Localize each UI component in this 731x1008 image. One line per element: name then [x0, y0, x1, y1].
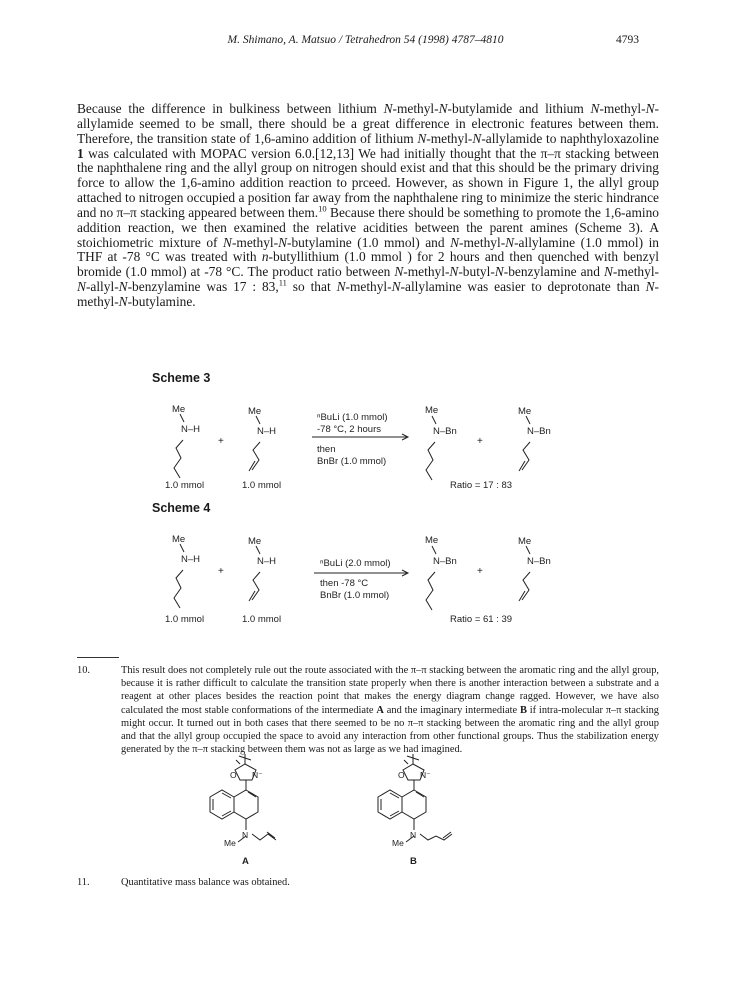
then-label: then [317, 444, 336, 455]
butyl-chain [426, 572, 435, 610]
allyl-chain [522, 572, 530, 600]
allyl-chain [420, 832, 452, 840]
ratio-label: Ratio = 61 : 39 [450, 614, 513, 625]
bond [432, 546, 436, 554]
quench-label: BnBr (1.0 mmol) [317, 456, 387, 467]
me-label: Me [518, 406, 532, 417]
nh-label: N–H [257, 556, 277, 567]
me-label: Me [172, 404, 186, 415]
nbn-label: N–Bn [433, 556, 457, 567]
compound-ref: 1 [77, 145, 84, 161]
footnote-text: This result does not completely rule out the route associated with the π–π stacking between the aromatic ring and the allyl group, because it is rather difficult to calculate the transition state properly when there is another interaction between a substrate and a reagent at other places besides the reaction point that makes the energy diagram change ragged. However, we have also calculated the most stable conformations of the intermediate A and the imaginary intermediate B if intra-molecular π–π stacking might occur. It turned out in both cases that there seemed to be no π–π stacking between the aromatic ring and the allyl group and that the allyl group occupied the space to avoid any interaction from other functional groups. Thus the stabilization energy generated by the π–π stacking between them was not as large as we had imagined. [121, 665, 659, 756]
scheme-4-label: Scheme 4 [152, 501, 211, 515]
scheme-4-diagram [150, 522, 570, 672]
aromatic-bonds [213, 793, 231, 816]
me-label: Me [224, 838, 236, 848]
amount-label: 1.0 mmol [165, 614, 205, 625]
quench-label: BnBr (1.0 mmol) [320, 590, 390, 601]
bond [432, 416, 436, 424]
conditions-label: -78 °C, 2 hours [317, 424, 381, 435]
benzo-ring [378, 790, 402, 819]
nh-label: N–H [181, 424, 201, 435]
structure-b [378, 754, 452, 842]
aromatic-bonds [381, 793, 399, 816]
nbn-label: N–Bn [527, 556, 551, 567]
dimethyl-group [404, 754, 419, 764]
me-label: Me [518, 536, 532, 547]
intermediate-structures [180, 750, 510, 870]
plus-sign: + [477, 436, 483, 447]
ring [234, 790, 258, 819]
footnote-rule [77, 657, 119, 658]
nh-label: N–H [257, 426, 277, 437]
bond [180, 414, 184, 422]
structure-a [210, 754, 276, 842]
amount-label: 1.0 mmol [165, 480, 205, 491]
running-head [0, 34, 731, 50]
nh-label: N–H [181, 554, 201, 565]
nbn-label: N–Bn [527, 426, 551, 437]
oxygen-label: O [398, 770, 405, 780]
footnote-number: 11. [77, 877, 90, 888]
scheme-3-diagram [150, 392, 570, 542]
page-number: 4793 [616, 34, 639, 46]
butyl-chain [426, 442, 435, 480]
amount-label: 1.0 mmol [242, 480, 282, 491]
allyl-chain [522, 442, 530, 470]
allyl-chain [252, 832, 276, 840]
me-label: Me [425, 535, 439, 546]
scheme-3-label: Scheme 3 [152, 371, 211, 385]
reagent-label: ⁿBuLi (2.0 mmol) [320, 558, 391, 569]
then-label: then -78 °C [320, 578, 369, 589]
nbn-label: N–Bn [433, 426, 457, 437]
nitrogen-label: N [242, 830, 249, 840]
label-b: B [410, 856, 417, 867]
body-paragraph: Because the difference in bulkiness between lithium N-methyl-N-butylamide and lithium N-methyl-N-allylamide seemed to be small, there should be a great difference in electronic features between them. Therefore, the transition state of 1,6-amino addition of lithium N-methyl-N-allylamide to naphthyloxazoline 1 was calculated with MOPAC version 6.0.[12,13] We had initially thought that the π–π stacking between the naphthalene ring and the allyl group on nitrogen should exist and that this should be the primary driving force to allow the 1,6-amino addition reaction to prceed. However, as shown in Figure 1, the allyl group attached to nitrogen occupied a position far away from the naphthalene ring to minimize the steric hindrance and no π–π stacking appeared between them.$^{10}$ Because there should be something to promote the 1,6-amino addition reaction, we then examined the relative acidities between the parent amines (Scheme 3). A stoichiometric mixture of N-methyl-N-butylamine (1.0 mmol) and N-methyl-N-allylamine (1.0 mmol) in THF at -78 °C was treated with n-butyllithium (1.0 mmol ) for 2 hours and then quenched with benzyl bromide (1.0 mmol) at -78 °C. The product ratio between N-methyl-N-butyl-N-benzylamine and N-methyl-N-allyl-N-benzylamine was 17 : 83,11 so that N-methyl-N-allylamine was easier to deprotonate than N-methyl-N-butylamine. [77, 101, 660, 309]
butyl-chain [174, 440, 183, 478]
label-a: A [242, 856, 249, 867]
benzo-ring [210, 790, 234, 819]
dimethyl-group [236, 754, 251, 764]
reagent-label: ⁿBuLi (1.0 mmol) [317, 412, 388, 423]
me-label: Me [392, 838, 404, 848]
plus-sign: + [477, 566, 483, 577]
allyl-chain [252, 572, 260, 600]
plus-sign: + [218, 436, 224, 447]
bond [526, 546, 530, 554]
me-label: Me [172, 534, 186, 545]
running-title: M. Shimano, A. Matsuo / Tetrahedron 54 (1998) 4787–4810 [227, 34, 504, 46]
bond [526, 416, 530, 424]
ratio-label: Ratio = 17 : 83 [450, 480, 513, 491]
ring [402, 790, 426, 819]
nitrogen-anion-label: N⁻ [252, 770, 263, 780]
me-label: Me [248, 406, 262, 417]
amount-label: 1.0 mmol [242, 614, 282, 625]
allyl-chain [252, 442, 260, 470]
double-bond [248, 792, 256, 797]
me-label: Me [425, 405, 439, 416]
footnote-number: 10. [77, 665, 90, 676]
bond [180, 544, 184, 552]
nitrogen-anion-label: N⁻ [420, 770, 431, 780]
me-label: Me [248, 536, 262, 547]
nitrogen-label: N [410, 830, 417, 840]
oxygen-label: O [230, 770, 237, 780]
ref-11: 11 [278, 277, 287, 288]
bond [256, 416, 260, 424]
footnote-text: Quantitative mass balance was obtained. [121, 877, 290, 888]
double-bond [416, 792, 424, 797]
butyl-chain [174, 570, 183, 608]
plus-sign: + [218, 566, 224, 577]
bond [256, 546, 260, 554]
ref-10: 10 [318, 203, 327, 214]
